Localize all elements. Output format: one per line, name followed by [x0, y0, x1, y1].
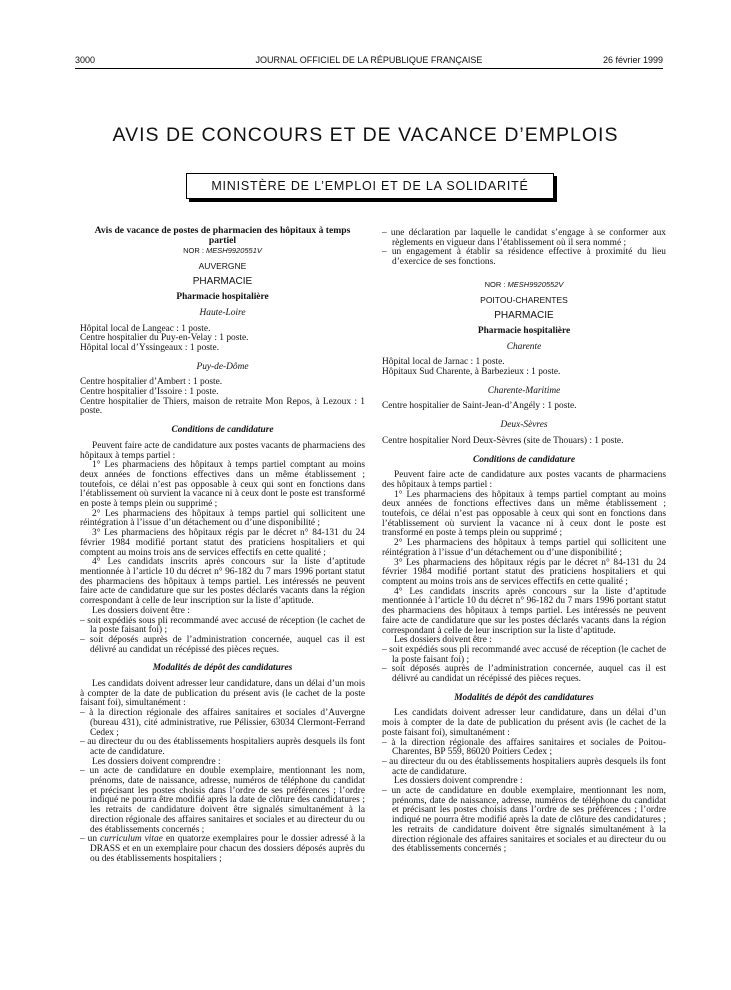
left-column [80, 226, 365, 864]
paragraph: Les candidats doivent adresser leur candidature, dans un délai d’un mois à compter de la date de publication du présent avis (le cachet de la poste faisant foi), simultanément : [382, 708, 666, 738]
department-heading: Charente [506, 341, 542, 352]
region-name: AUVERGNE [198, 260, 247, 271]
paragraph: 2° Les pharmaciens des hôpitaux à temps partiel qui sollicitent une réintégration à l’issue d’un détachement ou d’une disponibilité ; [80, 508, 365, 529]
paragraph: 1° Les pharmaciens des hôpitaux à temps partiel comptant au moins deux années de fonctions effectives dans un même établissement ; toutefois, ce délai n’est pas opposable à ceux qui sont en fonctions dans l’établissement où survient la vacance ni à ceux dont le poste est transformé en poste à temps plein ou supprimé ; [80, 460, 365, 510]
page-number: 3000 [75, 55, 96, 65]
ministry-box: MINISTÈRE DE L’EMPLOI ET DE LA SOLIDARITÉ [186, 173, 554, 199]
list-item: – au directeur du ou des établissements hospitaliers auprès desquels ils font acte de candidature. [80, 737, 365, 757]
paragraph: Les dossiers doivent être : [394, 635, 492, 646]
issue-date: 26 février 1999 [602, 55, 663, 65]
right-column [382, 229, 666, 855]
list-item: – soit expédiés sous pli recommandé avec accusé de réception (le cachet de la poste faisant foi) ; [80, 615, 365, 636]
section-heading: Conditions de candidature [472, 454, 576, 465]
nor-reference: NOR : MESH9920551V [183, 246, 262, 255]
department-heading: Deux-Sèvres [500, 420, 548, 431]
department-heading: Haute-Loire [199, 307, 246, 318]
department-heading: Puy-de-Dôme [196, 361, 249, 372]
list-item: – au directeur du ou des établissements hospitaliers auprès desquels ils font acte de candidature. [382, 756, 666, 777]
list-item: – un engagement à établir sa résidence effective à proximité du lieu d’exercice de ses fonctions. [382, 247, 666, 268]
section-heading: Modalités de dépôt des candidatures [454, 692, 594, 703]
section-heading: Modalités de dépôt des candidatures [152, 663, 293, 674]
posts-list: Hôpital local de Langeac : 1 poste. Centre hospitalier du Puy-en-Velay : 1 poste. Hôpital local d’Yssingeaux : 1 poste. [80, 323, 249, 353]
page-header [75, 55, 663, 69]
department-heading: Charente-Maritime [487, 385, 561, 396]
list-item: – soit déposés auprès de l’administration concernée, auquel cas il est délivré au candidat un récépissé des pièces reçues. [382, 664, 666, 685]
specialty: PHARMACIE [494, 310, 554, 322]
paragraph: Les dossiers doivent comprendre : [92, 756, 221, 767]
paragraph: Peuvent faire acte de candidature aux postes vacants de pharmaciens des hôpitaux à temps partiel : [80, 440, 365, 461]
list-item: – à la direction régionale des affaires sanitaires et sociales d’Auvergne (bureau 431), cité administrative, rue Pélissier, 63034 Clermont-Ferrand Cedex ; [80, 708, 365, 738]
list-item: – à la direction régionale des affaires sanitaires et sociales de Poitou-Charentes, BP 559, 86020 Poitiers Cedex ; [382, 737, 666, 758]
nor-reference: NOR : MESH9920552V [484, 279, 564, 289]
paragraph: Les dossiers doivent être : [92, 605, 190, 616]
posts-list: Centre hospitalier Nord Deux-Sèvres (site de Thouars) : 1 poste. [382, 435, 624, 446]
service-name: Pharmacie hospitalière [176, 292, 269, 303]
posts-list: Hôpital local de Jarnac : 1 poste. Hôpitaux Sud Charente, à Barbezieux : 1 poste. [382, 357, 561, 378]
list-item: – soit expédiés sous pli recommandé avec accusé de réception (le cachet de la poste faisant foi) ; [382, 644, 666, 665]
main-title: AVIS DE CONCOURS ET DE VACANCE D’EMPLOIS [112, 124, 619, 146]
paragraph: Les candidats doivent adresser leur candidature, dans un délai d’un mois à compter de la date de publication du présent avis (le cachet de la poste faisant foi), simultanément : [80, 679, 365, 709]
notice-title: Avis de vacance de postes de pharmacien des hôpitaux à temps partiel [94, 225, 351, 246]
journal-title: JOURNAL OFFICIEL DE LA RÉPUBLIQUE FRANÇAISE [255, 55, 483, 65]
header-rule [75, 68, 663, 69]
list-item: – une déclaration par laquelle le candidat s’engage à se conformer aux règlements en vigueur dans l’établissement où il sera nommé ; [382, 228, 666, 248]
paragraph: 3° Les pharmaciens des hôpitaux régis par le décret n° 84-131 du 24 février 1984 modifié portant statut des praticiens hospitaliers et qui comptent au moins trois ans de services effectifs en cette qualité ; [80, 528, 365, 558]
paragraph: 4° Les candidats inscrits après concours sur la liste d’aptitude mentionnée à l’article 10 du décret n° 96-182 du 7 mars 1996 portant statut des pharmaciens des hôpitaux à temps partiel. Les intéressés ne peuvent faire acte de candidature que sur les postes déclarés vacants dans la région correspondant à celle de leur inscription sur la liste d’aptitude. [80, 557, 365, 607]
paragraph: 3° Les pharmaciens des hôpitaux régis par le décret n° 84-131 du 24 février 1984 modifié portant statut des praticiens hospitaliers et qui comptent au moins trois ans de services effectifs en cette qualité ; [382, 557, 666, 587]
paragraph: Peuvent faire acte de candidature aux postes vacants de pharmaciens des hôpitaux à temps partiel : [382, 470, 666, 490]
paragraph: 2° Les pharmaciens des hôpitaux à temps partiel qui sollicitent une réintégration à l’issue d’un détachement ou d’une disponibilité ; [382, 538, 666, 558]
list-item: – un acte de candidature en double exemplaire, mentionnant les nom, prénoms, date de naissance, adresse, numéros de téléphone du candidat et précisant les postes choisis dans l’ordre de ses préférences ; l’ordre indiqué ne pourra être modifié après la date de clôture des candidatures ; les retraits de candidature doivent être signalés simultanément à la direction régionale des affaires sanitaires et sociales et au directeur du ou des établissements concernés ; [80, 766, 365, 835]
specialty: PHARMACIE [192, 276, 253, 288]
region-name: POITOU-CHARENTES [480, 294, 568, 305]
list-item: – un acte de candidature en double exemplaire, mentionnant les nom, prénoms, date de naissance, adresse, numéros de téléphone du candidat et précisant les postes choisis dans l’ordre de ses préférences ; l’ordre indiqué ne pourra être modifié après la date de clôture des candidatures ; les retraits de candidature doivent être signalés simultanément à la direction régionale des affaires sanitaires et sociales et au directeur du ou des établissements concernés ; [382, 786, 666, 855]
section-heading: Conditions de candidature [171, 425, 274, 436]
paragraph: 1° Les pharmaciens des hôpitaux à temps partiel comptant au moins deux années de fonctions effectives dans un même établissement ; toutefois, ce délai n’est pas opposable à ceux qui sont en fonctions dans l’établissement où survient la vacance ni à ceux dont le poste est transformé en poste à temps plein ou supprimé ; [382, 489, 666, 539]
posts-list: Centre hospitalier de Saint-Jean-d’Angély : 1 poste. [382, 401, 577, 412]
service-name: Pharmacie hospitalière [477, 325, 571, 336]
paragraph: 4° Les candidats inscrits après concours sur la liste d’aptitude mentionnée à l’article 10 du décret n° 96-182 du 7 mars 1996 portant statut des pharmaciens des hôpitaux à temps partiel. Les intéressés ne peuvent faire acte de candidature que sur les postes déclarés vacants dans la région correspondant à celle de leur inscription sur la liste d’aptitude. [382, 586, 666, 636]
list-item: – un curriculum vitae en quatorze exemplaires pour le dossier adressé à la DRASS et en un exemplaire pour chacun des dossiers déposés auprès du ou des établissements hospitaliers ; [80, 834, 365, 864]
list-item: – soit déposés auprès de l’administration concernée, auquel cas il est délivré au candidat un récépissé des pièces reçues. [80, 634, 365, 655]
posts-list: Centre hospitalier d’Ambert : 1 poste. Centre hospitalier d’Issoire : 1 poste. Centre hospitalier de Thiers, maison de retraite Mon Repos, à Lezoux : 1 poste. [80, 377, 365, 417]
paragraph: Les dossiers doivent comprendre : [394, 776, 523, 787]
